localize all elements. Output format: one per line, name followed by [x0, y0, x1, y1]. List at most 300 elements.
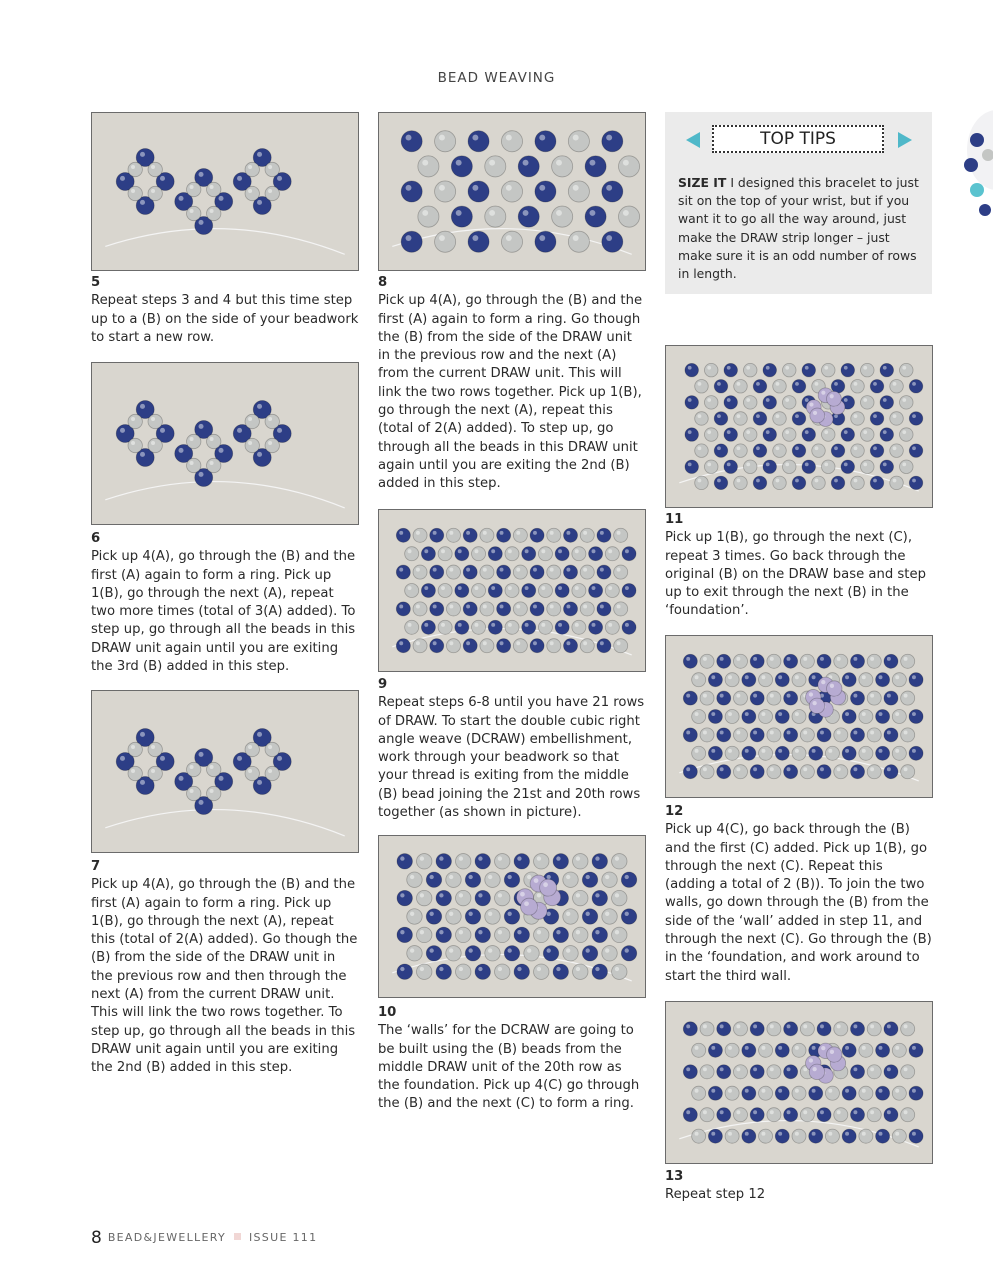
bead — [397, 927, 412, 942]
bead-highlight — [703, 730, 707, 734]
bead-highlight — [517, 967, 521, 971]
bead — [909, 412, 923, 426]
bead-highlight — [805, 462, 809, 466]
bead — [397, 890, 412, 905]
bead-highlight — [605, 875, 609, 879]
bead-highlight — [190, 209, 194, 213]
bead — [621, 909, 636, 924]
bead-highlight — [595, 930, 599, 934]
bead — [725, 673, 739, 687]
bead-highlight — [449, 912, 453, 916]
bead-highlight — [410, 875, 414, 879]
bead — [841, 428, 855, 442]
bead-highlight — [895, 712, 899, 716]
bead — [850, 1065, 864, 1079]
bead — [187, 786, 201, 800]
bead — [867, 1108, 881, 1122]
bead — [909, 746, 923, 760]
bead — [725, 746, 739, 760]
bead-highlight — [399, 568, 403, 572]
bead-highlight — [488, 875, 492, 879]
bead-highlight — [600, 641, 604, 645]
bead-highlight — [441, 586, 445, 590]
bead-highlight — [268, 745, 272, 749]
bead — [513, 565, 527, 579]
bead — [430, 602, 444, 616]
bead-highlight — [573, 235, 579, 241]
bead-highlight — [728, 1089, 732, 1093]
bead-highlight — [179, 776, 184, 781]
bead — [538, 547, 552, 561]
bead — [463, 528, 477, 542]
bead — [505, 547, 519, 561]
bead — [618, 156, 639, 177]
bead — [497, 639, 511, 653]
bead — [851, 412, 865, 426]
bead — [759, 1043, 773, 1057]
bead-highlight — [761, 749, 765, 753]
bead — [485, 872, 500, 887]
bead — [812, 476, 826, 490]
bead — [842, 673, 856, 687]
bead-highlight — [420, 930, 424, 934]
bead-highlight — [474, 586, 478, 590]
bead-highlight — [592, 549, 596, 553]
bead-highlight — [815, 446, 819, 450]
bead-highlight — [575, 549, 579, 553]
bead — [834, 1022, 848, 1036]
bead — [775, 709, 789, 723]
bead-highlight — [863, 462, 867, 466]
bead-highlight — [550, 604, 554, 608]
bead-highlight — [813, 411, 817, 415]
bead — [714, 444, 728, 458]
bead-highlight — [830, 684, 834, 688]
bead-highlight — [745, 675, 749, 679]
bead — [834, 1108, 848, 1122]
bead — [563, 946, 578, 961]
bead — [597, 528, 611, 542]
bead-highlight — [416, 641, 420, 645]
bead — [792, 673, 806, 687]
bead-highlight — [688, 430, 692, 434]
bead-highlight — [537, 856, 541, 860]
bead-highlight — [686, 1024, 690, 1028]
bead-highlight — [600, 568, 604, 572]
bead-highlight — [399, 531, 403, 535]
bead-highlight — [746, 462, 750, 466]
bead — [851, 379, 865, 393]
bead-highlight — [439, 856, 443, 860]
bead-highlight — [703, 767, 707, 771]
step-text: Pick up 4(A), go through the (B) and the first (A) again to form a ring. Pick up 1(B), go through the next (A), repeat two more times (total of 3(A) added). To step up, go through all the beads in this DRAW unit again until you are exiting the 3rd (B) added in this step. — [91, 549, 356, 675]
bead — [435, 231, 456, 252]
bead — [763, 460, 777, 474]
bead — [704, 460, 718, 474]
bead — [589, 583, 603, 597]
step-text: Repeat steps 3 and 4 but this time step up to a (B) on the side of your beadwork to start a new row. — [91, 293, 359, 345]
bead-highlight — [151, 769, 155, 773]
bead-highlight — [424, 586, 428, 590]
bead-highlight — [517, 930, 521, 934]
bead-highlight — [703, 1067, 707, 1071]
bead — [909, 476, 923, 490]
bead-highlight — [424, 623, 428, 627]
bead-highlight — [707, 430, 711, 434]
bead-highlight — [870, 767, 874, 771]
bead-highlight — [543, 882, 548, 887]
bead-highlight — [770, 1110, 774, 1114]
bead-highlight — [778, 1046, 782, 1050]
bead — [207, 786, 221, 800]
bead — [405, 547, 419, 561]
bead-highlight — [608, 586, 612, 590]
bead — [750, 654, 764, 668]
bead — [901, 765, 915, 779]
bead-highlight — [277, 756, 282, 761]
bead — [901, 728, 915, 742]
bead — [734, 444, 748, 458]
bead — [592, 927, 607, 942]
bead — [148, 186, 162, 200]
bead-highlight — [210, 461, 214, 465]
bead-highlight — [736, 657, 740, 661]
bead-highlight — [466, 531, 470, 535]
bead — [859, 1043, 873, 1057]
bead — [148, 766, 162, 780]
bead — [867, 1065, 881, 1079]
bead-highlight — [727, 398, 731, 402]
bead — [775, 1043, 789, 1057]
bead-highlight — [745, 1132, 749, 1136]
bead-highlight — [433, 604, 437, 608]
bead-highlight — [533, 568, 537, 572]
bead-highlight — [151, 189, 155, 193]
bead-highlight — [686, 1110, 690, 1114]
bead — [717, 691, 731, 705]
bead — [446, 946, 461, 961]
bead-highlight — [420, 893, 424, 897]
step-5-photo — [91, 112, 359, 271]
bead — [792, 709, 806, 723]
bead-highlight — [812, 701, 816, 705]
bead — [809, 1129, 823, 1143]
bead — [128, 438, 142, 452]
bead-highlight — [766, 366, 770, 370]
bead-highlight — [508, 586, 512, 590]
bead — [187, 206, 201, 220]
step-number: 8 — [378, 275, 388, 290]
bead — [700, 1022, 714, 1036]
bead — [534, 964, 549, 979]
step-6 — [91, 530, 359, 676]
bead — [265, 414, 279, 428]
bead-highlight — [606, 185, 612, 191]
bead — [563, 872, 578, 887]
bead-highlight — [615, 967, 619, 971]
bead — [692, 1043, 706, 1057]
bead-highlight — [776, 414, 780, 418]
bead-highlight — [711, 1132, 715, 1136]
bead-highlight — [120, 428, 125, 433]
separator-square — [234, 1233, 241, 1240]
bead-highlight — [795, 479, 799, 483]
bead-highlight — [623, 160, 629, 166]
bead-highlight — [686, 1067, 690, 1071]
bead — [753, 379, 767, 393]
bead — [436, 854, 451, 869]
bead-highlight — [268, 769, 272, 773]
bead — [909, 444, 923, 458]
bead-highlight — [583, 604, 587, 608]
bead — [413, 565, 427, 579]
bead — [602, 946, 617, 961]
bead — [724, 396, 738, 410]
bead — [775, 746, 789, 760]
page-footer — [91, 1228, 317, 1248]
bead — [692, 746, 706, 760]
bead — [817, 765, 831, 779]
step-9-photo — [378, 509, 646, 672]
bead-highlight — [625, 549, 629, 553]
bead-highlight — [516, 531, 520, 535]
bead — [708, 709, 722, 723]
bead-highlight — [834, 382, 838, 386]
bead-highlight — [795, 1132, 799, 1136]
bead — [436, 927, 451, 942]
bead-highlight — [887, 1024, 891, 1028]
bead — [438, 620, 452, 634]
bead — [784, 1022, 798, 1036]
bead — [518, 206, 539, 227]
step-13-photo — [665, 1001, 933, 1164]
bead — [446, 872, 461, 887]
bead — [884, 654, 898, 668]
bead-highlight — [736, 694, 740, 698]
bead — [892, 709, 906, 723]
bead-highlight — [558, 549, 562, 553]
bead — [717, 654, 731, 668]
bead-highlight — [853, 730, 857, 734]
bead-highlight — [608, 549, 612, 553]
bead — [825, 746, 839, 760]
bead-highlight — [527, 948, 531, 952]
bead-highlight — [770, 657, 774, 661]
bead-highlight — [491, 623, 495, 627]
bead-highlight — [498, 930, 502, 934]
bead — [708, 1129, 722, 1143]
bead — [505, 620, 519, 634]
bead-highlight — [483, 641, 487, 645]
bead-highlight — [566, 641, 570, 645]
bead — [573, 854, 588, 869]
bead-highlight — [887, 657, 891, 661]
bead-highlight — [459, 930, 463, 934]
bead-highlight — [508, 912, 512, 916]
bead-highlight — [520, 892, 525, 897]
bead — [767, 654, 781, 668]
bead — [708, 1086, 722, 1100]
bead — [480, 528, 494, 542]
bead — [463, 602, 477, 616]
bead-highlight — [728, 675, 732, 679]
bead-highlight — [717, 382, 721, 386]
bead-highlight — [862, 675, 866, 679]
bead — [763, 428, 777, 442]
bead — [870, 412, 884, 426]
bead-highlight — [592, 586, 596, 590]
bead — [547, 528, 561, 542]
bead-highlight — [753, 730, 757, 734]
bead — [802, 363, 816, 377]
bead — [683, 765, 697, 779]
bead-highlight — [887, 730, 891, 734]
bead-highlight — [459, 893, 463, 897]
bead — [861, 428, 875, 442]
bead-highlight — [870, 730, 874, 734]
bead-highlight — [248, 165, 252, 169]
bead-highlight — [625, 948, 629, 952]
bead-highlight — [583, 531, 587, 535]
bead-highlight — [516, 604, 520, 608]
bead-highlight — [589, 160, 595, 166]
bead-highlight — [737, 446, 741, 450]
bead-highlight — [821, 680, 825, 684]
bead-highlight — [406, 135, 412, 141]
bead-highlight — [566, 604, 570, 608]
bead — [784, 654, 798, 668]
bead — [475, 927, 490, 942]
bead — [890, 476, 904, 490]
bead — [396, 602, 410, 616]
bead-highlight — [761, 675, 765, 679]
bead-highlight — [527, 875, 531, 879]
bead — [480, 602, 494, 616]
bead — [485, 206, 506, 227]
bead — [821, 460, 835, 474]
bead-highlight — [904, 767, 908, 771]
bead-highlight — [902, 366, 906, 370]
bead — [773, 476, 787, 490]
bead — [505, 583, 519, 597]
bead-highlight — [416, 604, 420, 608]
bead — [700, 1065, 714, 1079]
bead-highlight — [179, 196, 184, 201]
bead — [495, 854, 510, 869]
bead — [430, 639, 444, 653]
bead-highlight — [711, 712, 715, 716]
bead-highlight — [815, 382, 819, 386]
bead-highlight — [439, 185, 445, 191]
bead-highlight — [131, 441, 135, 445]
bead — [743, 460, 757, 474]
bead — [775, 1086, 789, 1100]
bead — [734, 412, 748, 426]
bead-highlight — [736, 1067, 740, 1071]
bead-highlight — [778, 749, 782, 753]
bead — [695, 476, 709, 490]
bead — [831, 379, 845, 393]
bead — [475, 854, 490, 869]
bead — [475, 964, 490, 979]
bead-highlight — [770, 730, 774, 734]
bead — [514, 854, 529, 869]
bead — [468, 231, 489, 252]
bead-highlight — [488, 912, 492, 916]
bead-highlight — [498, 856, 502, 860]
bead-highlight — [778, 675, 782, 679]
bead — [547, 565, 561, 579]
bead-highlight — [151, 441, 155, 445]
bead — [585, 206, 606, 227]
bead — [890, 412, 904, 426]
bead — [495, 890, 510, 905]
bead — [743, 396, 757, 410]
bead — [733, 691, 747, 705]
bead — [759, 1086, 773, 1100]
bead — [909, 1086, 923, 1100]
bead-highlight — [820, 657, 824, 661]
bead-highlight — [151, 417, 155, 421]
bead-highlight — [870, 657, 874, 661]
bead — [841, 363, 855, 377]
bead-highlight — [120, 756, 125, 761]
bead-highlight — [821, 1046, 825, 1050]
bead-highlight — [837, 657, 841, 661]
bead — [456, 927, 471, 942]
bead-highlight — [785, 430, 789, 434]
bead-highlight — [400, 856, 404, 860]
bead — [890, 444, 904, 458]
bead — [501, 231, 522, 252]
bead-highlight — [862, 712, 866, 716]
bead-highlight — [830, 1050, 834, 1054]
bead — [784, 691, 798, 705]
bead-highlight — [879, 675, 883, 679]
tip-lead: SIZE IT — [678, 175, 727, 190]
bead-highlight — [595, 967, 599, 971]
bead — [704, 396, 718, 410]
bead — [128, 414, 142, 428]
bead-highlight — [853, 694, 857, 698]
step-text: Pick up 4(A), go through the (B) and the first (A) again to form a ring. Go though the (B) from the side of the DRAW unit in the previous row and the next (A) from the current DRAW unit. This will link the two rows together. Pick up 1(B), go through the next (A), repeat this (total of 2(A) added). To step up, go through all the beads in this DRAW unit again until you are exiting the 2nd (B) added in this step. — [378, 293, 643, 492]
bead — [446, 639, 460, 653]
bead — [438, 583, 452, 597]
bead-highlight — [887, 1067, 891, 1071]
bead-highlight — [456, 160, 462, 166]
bead — [685, 396, 699, 410]
bead — [763, 363, 777, 377]
bead — [421, 620, 435, 634]
bead-highlight — [541, 586, 545, 590]
bead — [802, 460, 816, 474]
bead-highlight — [873, 382, 877, 386]
bead — [892, 1086, 906, 1100]
bead-highlight — [803, 1067, 807, 1071]
bead-highlight — [753, 767, 757, 771]
bead — [187, 182, 201, 196]
bead — [867, 765, 881, 779]
bead — [426, 946, 441, 961]
step-6-photo — [91, 362, 359, 525]
bead — [622, 547, 636, 561]
step-12 — [665, 803, 933, 986]
bead — [861, 363, 875, 377]
bead — [547, 639, 561, 653]
bead-highlight — [556, 967, 560, 971]
bead — [582, 946, 597, 961]
bead-highlight — [586, 948, 590, 952]
